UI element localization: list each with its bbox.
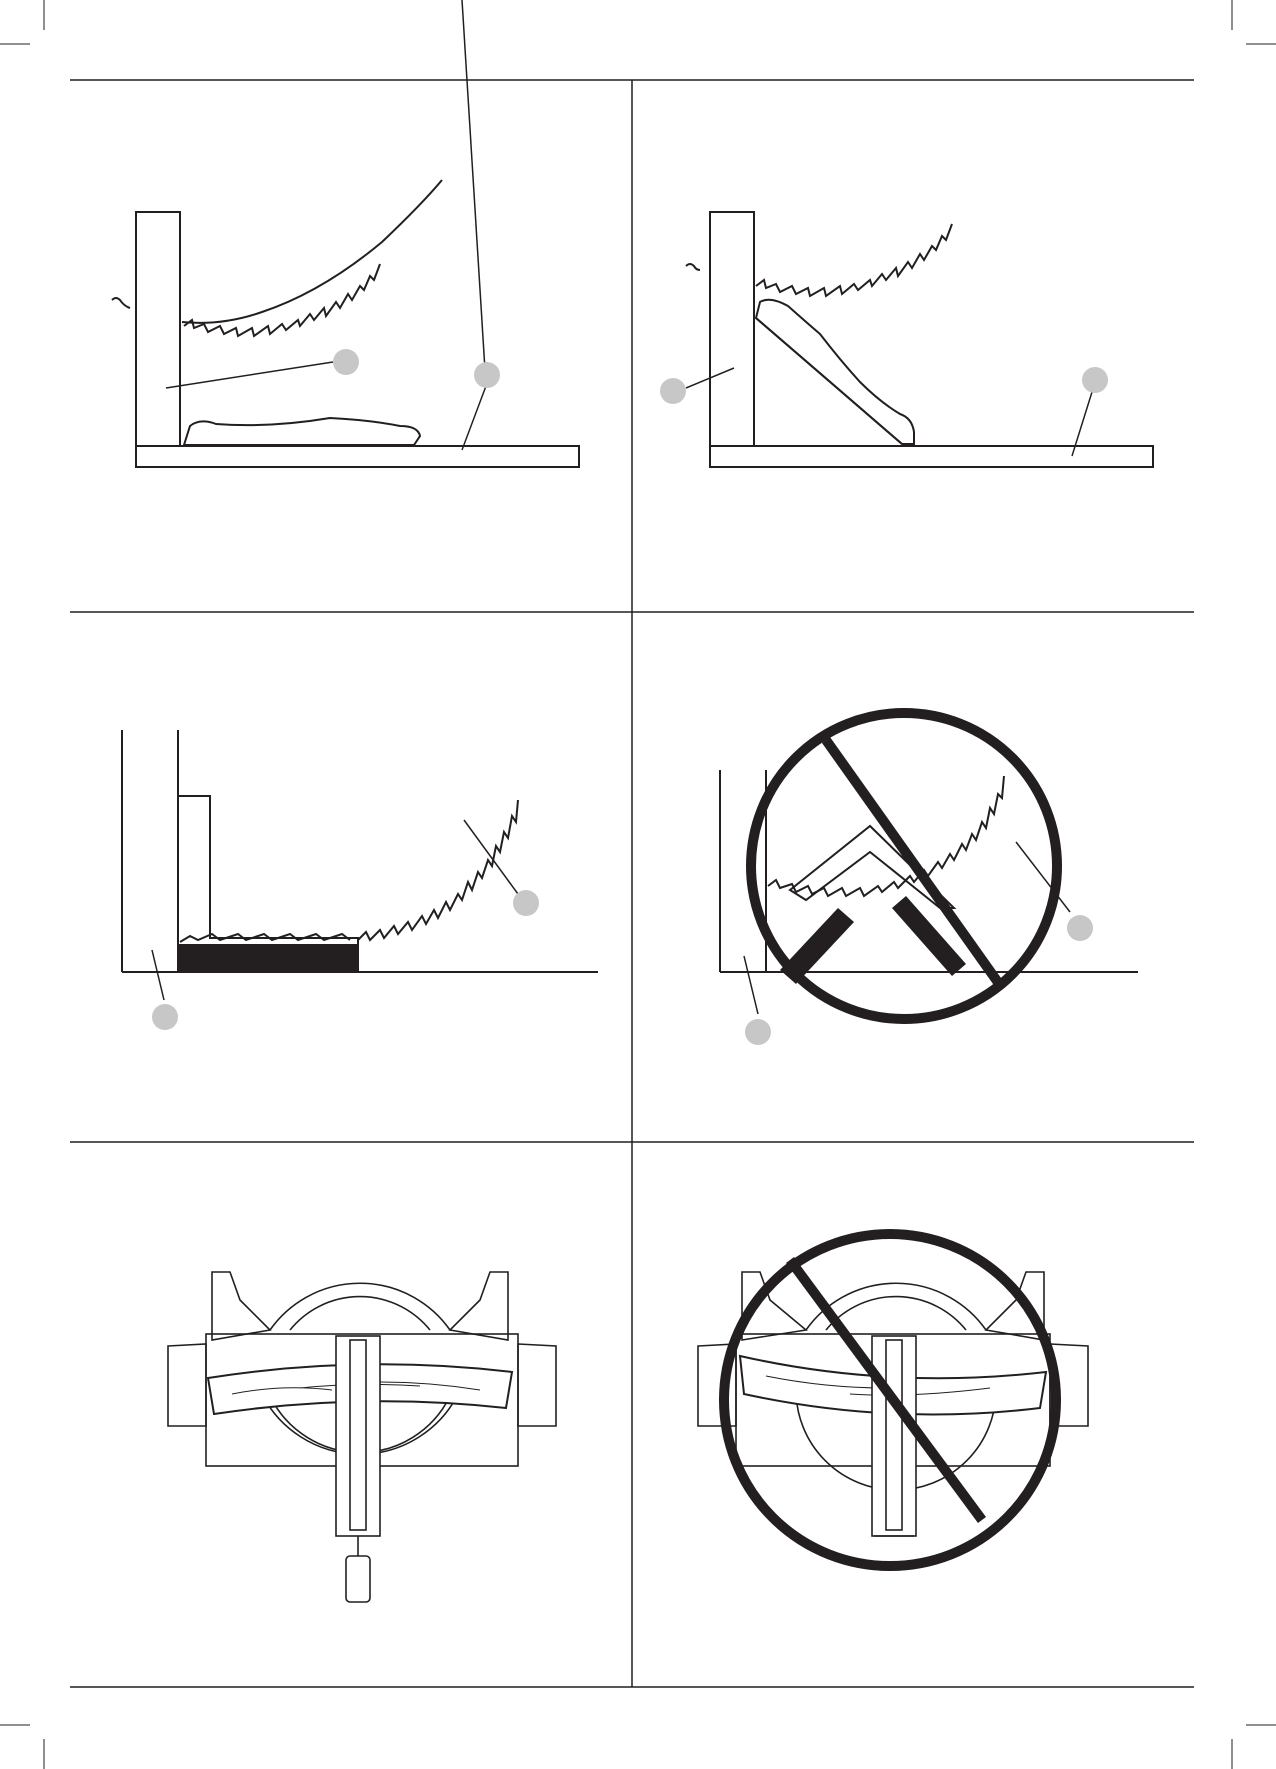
panel-bowed-board-correct	[168, 1272, 556, 1602]
panel-bowed-board-wrong	[698, 1234, 1088, 1566]
saw-arm	[336, 1336, 380, 1536]
moulding-outline	[790, 826, 954, 908]
panel-moulding-angled	[660, 212, 1153, 467]
callout-table	[474, 362, 500, 388]
handle	[346, 1556, 370, 1602]
saw-blade-serration	[184, 264, 380, 336]
callout-table	[1082, 367, 1108, 393]
right-extension	[518, 1344, 556, 1426]
callout-fence	[660, 378, 686, 404]
panel-moulding-flat	[112, 0, 579, 467]
leader-line-2	[744, 956, 758, 1014]
callout-blade	[513, 890, 539, 916]
leader-line-2	[152, 950, 164, 1000]
fence	[136, 212, 180, 446]
left-bracket	[212, 1272, 270, 1340]
callout-blade	[1067, 915, 1093, 941]
saw-table	[710, 446, 1153, 467]
right-bracket	[450, 1272, 508, 1340]
callout-fence	[745, 1019, 771, 1045]
callout-fence	[333, 349, 359, 375]
leader-line-1	[166, 362, 333, 388]
cut-workpiece	[178, 944, 358, 972]
leader-line-2	[462, 386, 486, 450]
panel-crown-angled-wrong	[720, 713, 1138, 1045]
moulding-workpiece	[184, 418, 420, 445]
saw-table	[136, 446, 579, 467]
callout-fence	[152, 1004, 178, 1030]
moulding-workpiece	[756, 300, 914, 444]
left-extension	[168, 1344, 206, 1426]
saw-blade-serration	[358, 800, 518, 940]
saw-blade-serration	[756, 224, 952, 296]
panel-grid	[70, 80, 1194, 1687]
prohibition-circle	[751, 713, 1057, 1019]
panel-crown-flat-correct	[122, 730, 598, 1030]
saw-arm	[872, 1336, 916, 1536]
fence	[710, 212, 754, 446]
saw-blade-teeth	[112, 180, 442, 323]
leader-line-1	[1016, 842, 1070, 912]
